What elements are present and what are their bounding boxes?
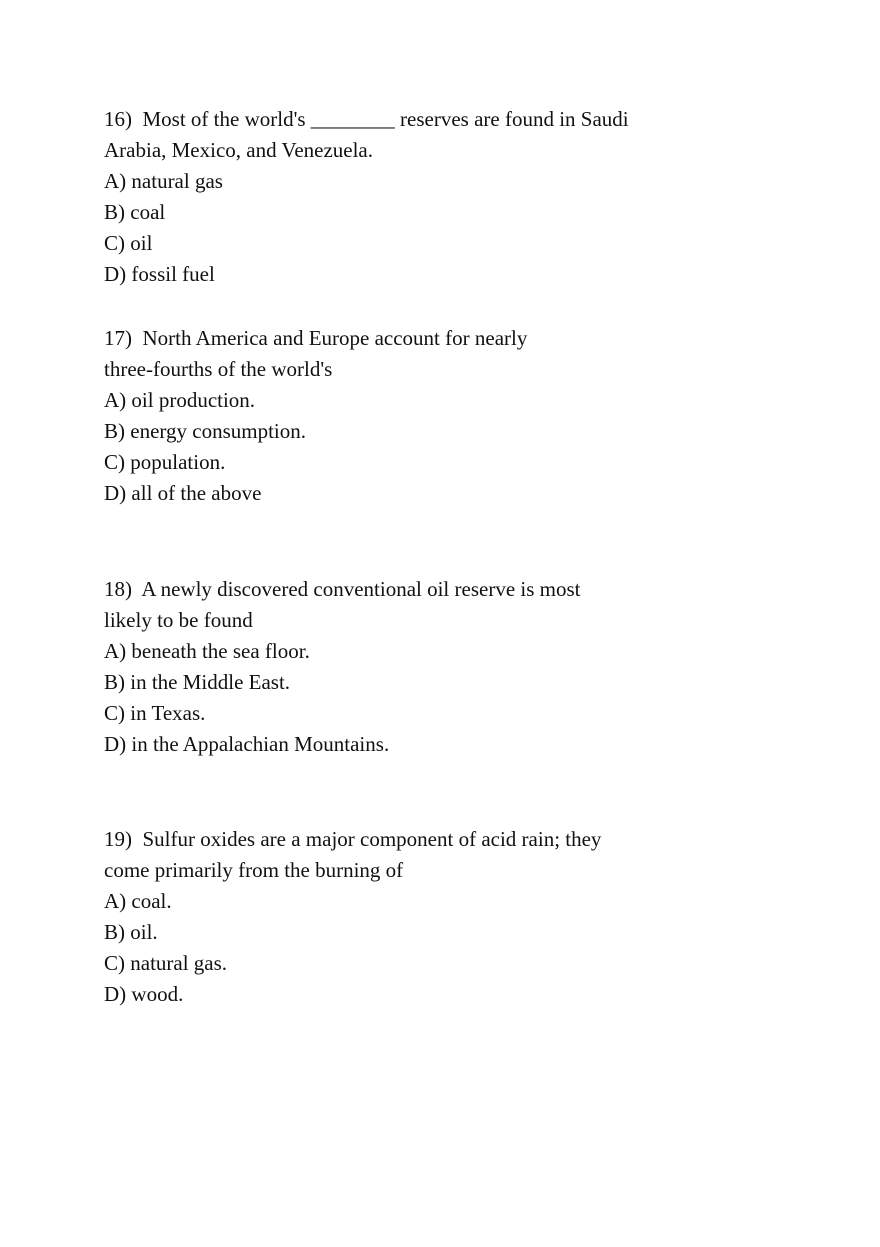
question-16 — [104, 104, 744, 290]
question-number: 17) — [104, 326, 132, 350]
question-stem-text: North America and Europe account for nearly — [142, 326, 528, 350]
answer-option-a: A) oil production. — [104, 388, 256, 412]
question-stem-text: Sulfur oxides are a major component of acid rain; they — [142, 827, 602, 851]
question-stem-line: come primarily from the burning of — [104, 858, 404, 882]
answer-option-b: B) oil. — [104, 920, 158, 944]
answer-option-c: C) in Texas. — [104, 701, 206, 725]
answer-option-a: A) beneath the sea floor. — [104, 639, 310, 663]
question-stem-text: Most of the world's ________ reserves are found in Saudi — [142, 107, 629, 131]
answer-option-d: D) fossil fuel — [104, 262, 215, 286]
answer-option-c: C) natural gas. — [104, 951, 228, 975]
question-number: 19) — [104, 827, 132, 851]
question-18 — [104, 574, 744, 760]
question-number: 16) — [104, 107, 132, 131]
answer-option-b: B) in the Middle East. — [104, 670, 291, 694]
question-stem-line: three-fourths of the world's — [104, 357, 333, 381]
answer-option-c: C) oil — [104, 231, 153, 255]
answer-option-d: D) wood. — [104, 982, 184, 1006]
answer-option-a: A) coal. — [104, 889, 172, 913]
answer-option-c: C) population. — [104, 450, 226, 474]
answer-option-d: D) in the Appalachian Mountains. — [104, 732, 390, 756]
question-stem-line — [104, 824, 744, 855]
question-stem-line: likely to be found — [104, 608, 253, 632]
question-number: 18) — [104, 577, 132, 601]
question-17 — [104, 323, 744, 509]
question-stem-line: Arabia, Mexico, and Venezuela. — [104, 138, 374, 162]
answer-option-a: A) natural gas — [104, 169, 223, 193]
question-stem-line — [104, 574, 744, 605]
question-stem-line — [104, 104, 744, 135]
answer-option-b: B) energy consumption. — [104, 419, 307, 443]
question-stem-text: A newly discovered conventional oil reserve is most — [141, 577, 581, 601]
answer-option-b: B) coal — [104, 200, 166, 224]
question-19 — [104, 824, 744, 1010]
question-stem-line — [104, 323, 744, 354]
answer-option-d: D) all of the above — [104, 481, 262, 505]
